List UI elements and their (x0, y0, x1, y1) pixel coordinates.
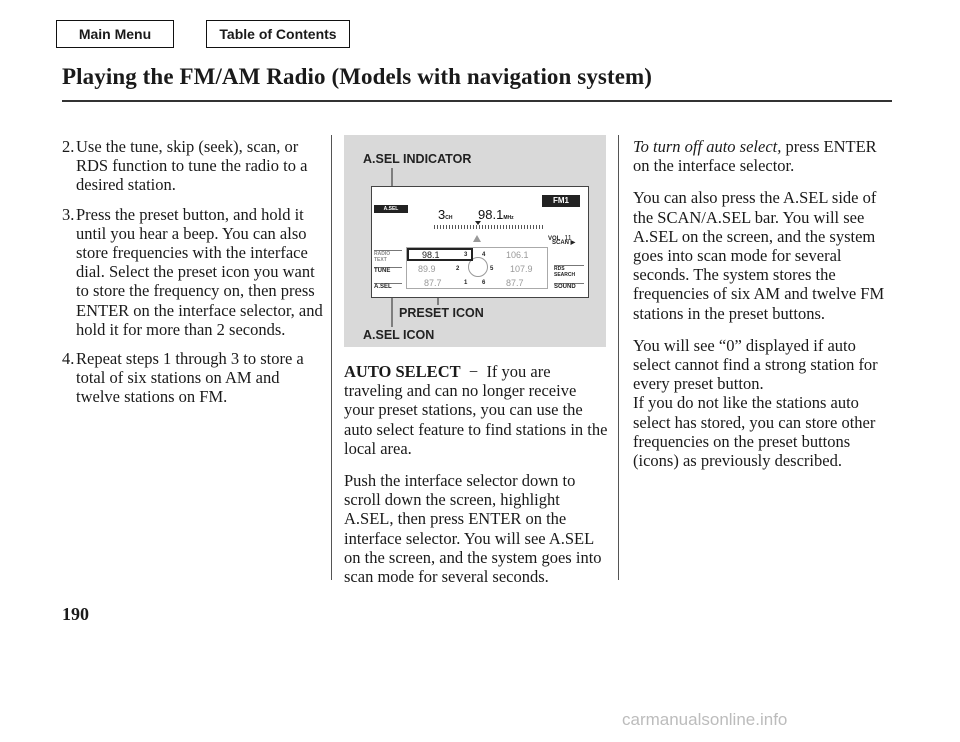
left-column (62, 137, 324, 417)
turn-off-rest: press ENTER on the interface selector. (633, 137, 877, 176)
asel-indicator-label: A.SEL INDICATOR (363, 152, 472, 166)
right-column (633, 137, 895, 483)
title-rule (62, 100, 892, 102)
sound-button[interactable]: SOUND (554, 283, 584, 290)
up-arrow-icon[interactable] (473, 235, 481, 242)
channel-display: 3CH (438, 207, 453, 222)
step-text: Use the tune, skip (seek), scan, or RDS function to tune the radio to a desired station. (76, 137, 308, 195)
preset-freq-2[interactable]: 89.9 (418, 264, 436, 274)
column-divider-left (331, 135, 332, 580)
auto-select-intro (344, 362, 608, 458)
restore-para: If you do not like the stations auto select has stored, you can store other frequencies on the preset buttons (icons) as previously described. (633, 393, 876, 471)
step-number: 2. (62, 137, 75, 156)
steps-list (62, 137, 324, 407)
asel-button[interactable]: A.SEL (374, 283, 402, 290)
auto-select-intro-text: If you are traveling and can no longer receive your preset stations, you can use the auto select feature to find stations in the local area. (344, 362, 608, 458)
tuning-marker-icon (475, 221, 481, 225)
step-text: Repeat steps 1 through 3 to store a total of six stations on AM and twelve stations on FM. (76, 349, 304, 407)
preset-freq-6[interactable]: 87.7 (506, 278, 524, 288)
step-3 (62, 205, 324, 339)
band-badge[interactable]: FM1 (542, 195, 580, 207)
preset-freq-5[interactable]: 107.9 (510, 264, 533, 274)
step-4 (62, 349, 324, 407)
preset-num-2: 2 (456, 266, 460, 272)
volume-display: VOL 11 (548, 235, 572, 242)
preset-num-3: 3 (464, 252, 468, 258)
preset-freq-4[interactable]: 106.1 (506, 250, 529, 260)
turn-off-lead: To turn off auto select, (633, 137, 782, 156)
main-menu-button[interactable]: Main Menu (56, 20, 174, 48)
preset-freq-3[interactable]: 98.1 (422, 250, 440, 260)
tuning-scale (434, 225, 544, 229)
page-number: 190 (62, 604, 89, 624)
tune-button[interactable]: TUNE (374, 267, 402, 274)
preset-num-1: 1 (464, 280, 468, 286)
step-2 (62, 137, 324, 195)
column-divider-right (618, 135, 619, 580)
scan-button[interactable]: SCAN ▶ (552, 240, 576, 246)
asel-indicator: A.SEL (374, 205, 408, 213)
page-title: Playing the FM/AM Radio (Models with navigation system) (62, 64, 653, 89)
asel-bar-para: You can also press the A.SEL side of the SCAN/A.SEL bar. You will see A.SEL on the screen, and the system goes into scan mode for several seconds. The system stores the frequencies of six AM and twelve FM stations in the preset buttons. (633, 188, 885, 323)
frequency-display: 98.1MHz (478, 207, 514, 222)
asel-icon-label: A.SEL ICON (363, 328, 435, 342)
auto-select-heading: AUTO SELECT (344, 362, 461, 381)
middle-column (344, 362, 608, 599)
step-number: 4. (62, 349, 75, 369)
preset-num-6: 6 (482, 280, 486, 286)
preset-icon-label: PRESET ICON (399, 306, 484, 320)
heading-dash: − (468, 362, 479, 381)
auto-select-para2: Push the interface selector down to scroll down the screen, highlight A.SEL, then press ENTER on the interface selector. You will see A.SEL on the screen, and the system goes into scan mode for several seconds. (344, 471, 602, 587)
rds-search-button[interactable]: RDS SEARCH (554, 265, 584, 278)
radio-text-button[interactable]: RADIO TEXT (374, 250, 402, 263)
table-of-contents-button[interactable]: Table of Contents (206, 20, 350, 48)
radio-screen (371, 186, 589, 298)
preset-num-5: 5 (490, 266, 494, 272)
preset-num-4: 4 (482, 252, 486, 258)
watermark: carmanualsonline.info (622, 710, 788, 729)
step-number: 3. (62, 204, 75, 224)
turn-off-para (633, 137, 895, 175)
zero-display-para: You will see “0” displayed if auto select cannot find a strong station for every preset button. (633, 335, 878, 394)
step-text: Press the preset button, and hold it until you hear a beep. You can also store frequencies with the interface dial. Select the preset icon you want to store the frequency on, then press ENTER on the interface selector, and hold it for more than 2 seconds. (76, 204, 323, 339)
preset-freq-1[interactable]: 87.7 (424, 278, 442, 288)
